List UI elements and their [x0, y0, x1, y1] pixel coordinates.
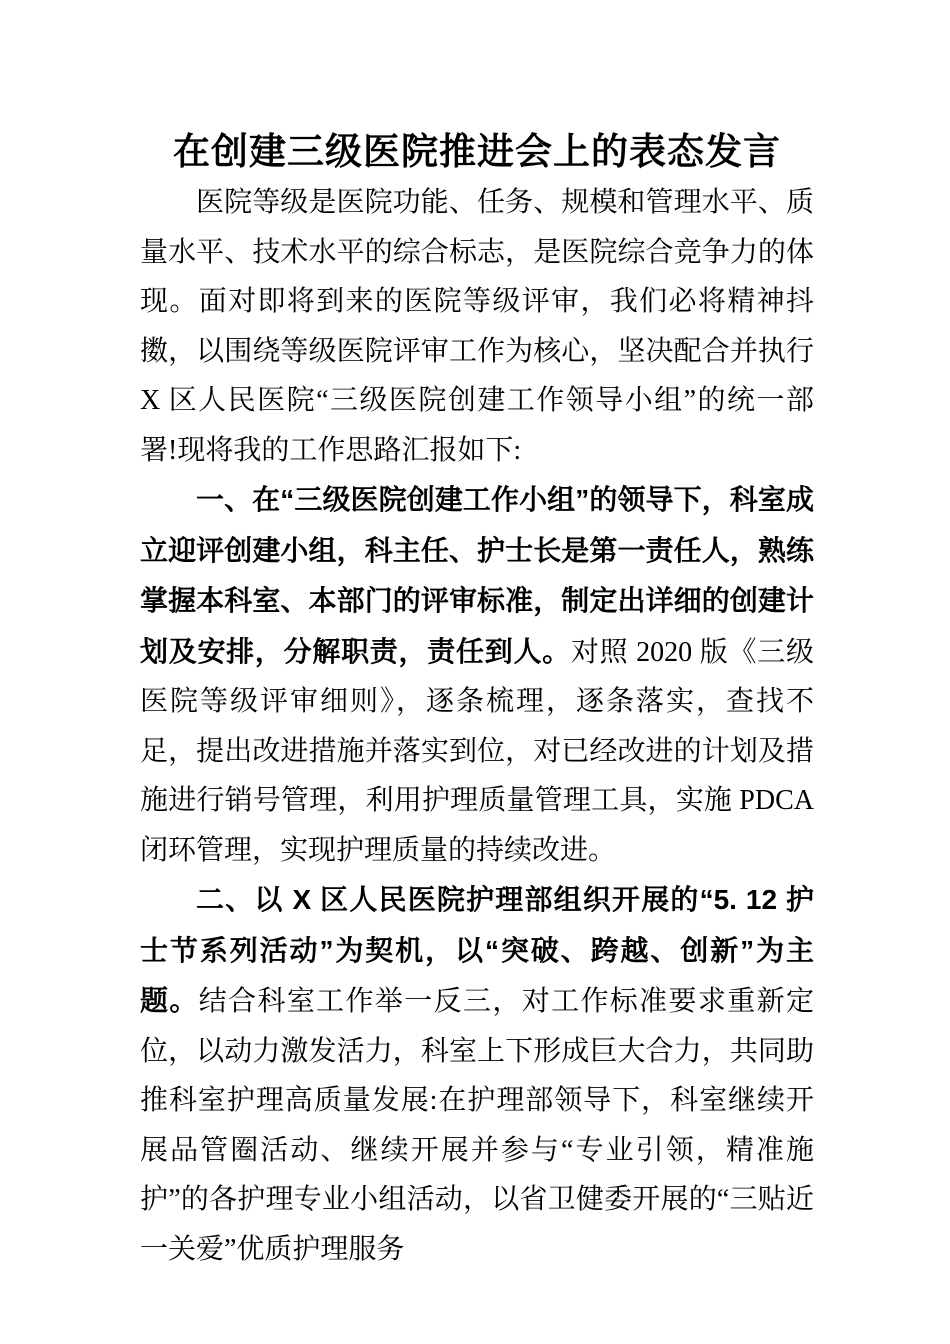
text-segment-bold: 一、在“三级医院创建工作小组”的领导下，科室成立迎评创建小组，科主任、护士长是第一责任人，熟练掌握本科室、本部门的评审标准，制定出详细的创建计划及安排，分解职责，责任到人。: [140, 484, 814, 667]
paragraph-2: [140, 475, 814, 875]
text-segment-regular: 医院等级是医院功能、任务、规模和管理水平、质量水平、技术水平的综合标志，是医院综合竞争力的体现。面对即将到来的医院等级评审，我们必将精神抖擞，以围绕等级医院评审工作为核心，坚决配合并执行 X 区人民医院“三级医院创建工作领导小组”的统一部署!现将我的工作思路汇报如下:: [140, 187, 814, 466]
paragraph-1: [140, 178, 814, 475]
paragraph-3: [140, 875, 814, 1274]
text-segment-regular: 对照 2020 版《三级医院等级评审细则》，逐条梳理，逐条落实，查找不足，提出改进措施并落实到位，对已经改进的计划及措施进行销号管理，利用护理质量管理工具，实施 PDCA 闭环管理，实现护理质量的持续改进。: [140, 636, 814, 866]
text-segment-regular: 结合科室工作举一反三，对工作标准要求重新定位，以动力激发活力，科室上下形成巨大合力，共同助推科室护理高质量发展:在护理部领导下，科室继续开展品管圈活动、继续开展并参与“专业引领，精准施护”的各护理专业小组活动，以省卫健委开展的“三贴近一关爱”优质护理服务: [140, 986, 814, 1265]
document-content: [140, 126, 814, 1274]
paragraph-list: [140, 178, 814, 1274]
text-segment-bold: 二、以 X 区人民医院护理部组织开展的“5. 12 护士节系列活动”为契机，以“突破、跨越、创新”为主题。: [140, 884, 814, 1016]
document-title: 在创建三级医院推进会上的表态发言: [173, 131, 781, 172]
